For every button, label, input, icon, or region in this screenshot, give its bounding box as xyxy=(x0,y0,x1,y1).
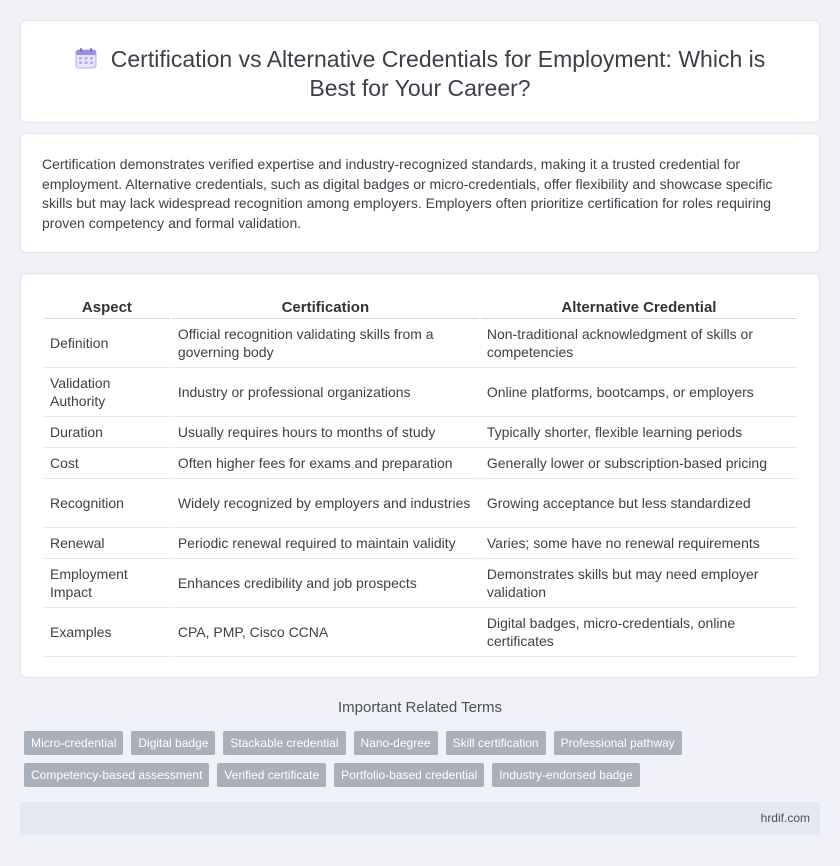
header-aspect: Aspect xyxy=(44,295,170,319)
calendar-icon xyxy=(75,47,97,69)
footer xyxy=(20,802,820,835)
cell-certification: Periodic renewal required to maintain validity xyxy=(172,528,479,559)
cell-certification: Usually requires hours to months of study xyxy=(172,417,479,448)
table-header-row xyxy=(44,295,797,319)
cell-alternative: Generally lower or subscription-based pricing xyxy=(481,448,797,479)
cell-aspect: Examples xyxy=(44,608,170,657)
tag-competency-based-assessment[interactable]: Competency-based assessment xyxy=(24,763,209,787)
cell-alternative: Demonstrates skills but may need employer validation xyxy=(481,559,797,608)
cell-certification: Often higher fees for exams and preparation xyxy=(172,448,479,479)
page-title-wrap xyxy=(51,45,789,103)
tag-verified-certificate[interactable]: Verified certificate xyxy=(217,763,326,787)
tag-stackable-credential[interactable]: Stackable credential xyxy=(223,731,345,755)
cell-aspect: Renewal xyxy=(44,528,170,559)
related-terms-tags xyxy=(24,731,814,795)
title-card xyxy=(20,20,820,123)
cell-alternative: Typically shorter, flexible learning periods xyxy=(481,417,797,448)
cell-certification: Official recognition validating skills from a governing body xyxy=(172,319,479,368)
cell-certification: Industry or professional organizations xyxy=(172,368,479,417)
footer-site[interactable]: hrdif.com xyxy=(760,811,810,825)
cell-alternative: Varies; some have no renewal requirements xyxy=(481,528,797,559)
table-row xyxy=(44,319,797,368)
comparison-card xyxy=(20,273,820,678)
tag-skill-certification[interactable]: Skill certification xyxy=(446,731,546,755)
table-row xyxy=(44,448,797,479)
cell-aspect: Cost xyxy=(44,448,170,479)
tag-micro-credential[interactable]: Micro-credential xyxy=(24,731,123,755)
comparison-table xyxy=(42,295,799,657)
table-row xyxy=(44,368,797,417)
cell-certification: Widely recognized by employers and industries xyxy=(172,479,479,528)
cell-certification: Enhances credibility and job prospects xyxy=(172,559,479,608)
header-certification: Certification xyxy=(172,295,479,319)
table-row xyxy=(44,559,797,608)
cell-alternative: Online platforms, bootcamps, or employers xyxy=(481,368,797,417)
tag-row xyxy=(24,731,814,755)
table-row xyxy=(44,608,797,657)
cell-aspect: Recognition xyxy=(44,479,170,528)
tag-nano-degree[interactable]: Nano-degree xyxy=(354,731,438,755)
cell-alternative: Non-traditional acknowledgment of skills or competencies xyxy=(481,319,797,368)
page-title: Certification vs Alternative Credentials for Employment: Which is Best for Your Career? xyxy=(110,46,766,101)
tag-portfolio-based-credential[interactable]: Portfolio-based credential xyxy=(334,763,484,787)
tag-row xyxy=(24,763,814,787)
cell-alternative: Digital badges, micro-credentials, online certificates xyxy=(481,608,797,657)
intro-card xyxy=(20,133,820,253)
cell-certification: CPA, PMP, Cisco CCNA xyxy=(172,608,479,657)
intro-paragraph: Certification demonstrates verified expertise and industry-recognized standards, making it a trusted credential for employment. Alternative credentials, such as digital badges or micro-credentials, offer flexibility and showcase specific skills but may lack widespread recognition among employers. Employers often prioritize certification for roles requiring proven competency and formal validation. xyxy=(42,156,773,231)
tag-industry-endorsed-badge[interactable]: Industry-endorsed badge xyxy=(492,763,639,787)
cell-alternative: Growing acceptance but less standardized xyxy=(481,479,797,528)
table-row xyxy=(44,417,797,448)
table-row xyxy=(44,528,797,559)
cell-aspect: Validation Authority xyxy=(44,368,170,417)
table-row xyxy=(44,479,797,528)
tag-digital-badge[interactable]: Digital badge xyxy=(131,731,215,755)
cell-aspect: Duration xyxy=(44,417,170,448)
related-terms-title: Important Related Terms xyxy=(338,699,502,716)
header-alternative: Alternative Credential xyxy=(481,295,797,319)
tag-professional-pathway[interactable]: Professional pathway xyxy=(554,731,682,755)
cell-aspect: Employment Impact xyxy=(44,559,170,608)
cell-aspect: Definition xyxy=(44,319,170,368)
